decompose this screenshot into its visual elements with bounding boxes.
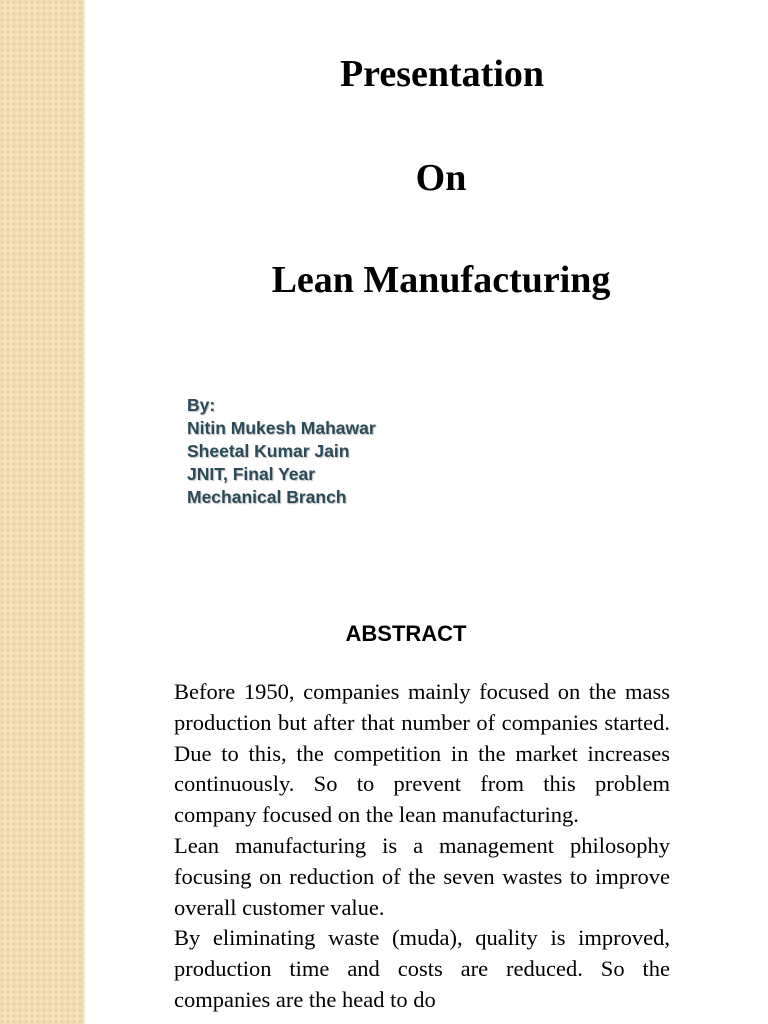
abstract-paragraph: Lean manufacturing is a management philosophy focusing on reduction of the seven wastes to improve overall customer value. bbox=[174, 832, 670, 920]
author-name: Nitin Mukesh Mahawar bbox=[187, 418, 376, 438]
title-presentation: Presentation bbox=[339, 53, 545, 95]
abstract-body bbox=[174, 677, 670, 1016]
side-strip-edge bbox=[82, 0, 86, 1024]
branch-name: Mechanical Branch bbox=[187, 487, 347, 507]
author-name: Sheetal Kumar Jain bbox=[187, 441, 350, 461]
institute-year: JNIT, Final Year bbox=[187, 464, 316, 484]
title-topic: Lean Manufacturing bbox=[271, 259, 611, 301]
decorative-side-strip bbox=[0, 0, 82, 1024]
byline bbox=[187, 394, 376, 509]
byline-label: By: bbox=[187, 395, 216, 415]
abstract-heading: ABSTRACT bbox=[345, 621, 467, 646]
title-on: On bbox=[415, 157, 467, 199]
abstract-paragraph: Before 1950, companies mainly focused on the mass production but after that number of companies started. Due to this, the competition in the market increases continuously. So to prevent from this problem company focused on the lean manufacturing. bbox=[174, 679, 670, 828]
abstract-paragraph: By eliminating waste (muda), quality is improved, production time and costs are reduced. So the companies are the head to do bbox=[174, 925, 670, 1012]
